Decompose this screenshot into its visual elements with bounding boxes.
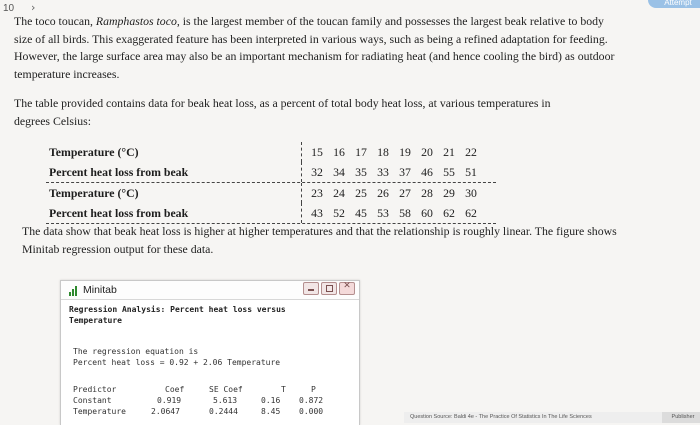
cell: 28 (421, 186, 433, 200)
cell: 55 (443, 165, 455, 179)
column-divider (301, 162, 302, 182)
column-divider (301, 183, 302, 203)
cell: 32 (311, 165, 323, 179)
table-intro (14, 95, 674, 130)
conclusion-text (22, 223, 682, 258)
cell: 34 (333, 165, 345, 179)
intro-line: However, the large surface area may also be an important mechanism for radiating heat (and hence cooling the bird) as outdoor (14, 49, 615, 63)
cell: 45 (355, 206, 367, 220)
cell: 35 (355, 165, 367, 179)
column-header: Predictor (73, 385, 117, 394)
species-name: Ramphastos toco (95, 14, 177, 28)
conclusion-line: The data show that beak heat loss is higher at higher temperatures and that the relationship is roughly linear. The figure shows (22, 224, 617, 238)
intro-line: size of all birds. This exaggerated feature has been interpreted in various ways, such as being a refined adaptation for feeding. (14, 31, 608, 46)
cell: 51 (465, 165, 477, 179)
row-label: Percent heat loss from beak (49, 206, 189, 220)
cell: 29 (443, 186, 455, 200)
cell: 58 (399, 206, 411, 220)
table-cell: 0.872 (299, 396, 324, 405)
regression-heading: Temperature (69, 316, 122, 325)
cell: 17 (355, 145, 367, 159)
regression-equation: Percent heat loss = 0.92 + 2.06 Temperature (73, 358, 281, 367)
table-row (46, 162, 496, 182)
column-header: Coef (165, 385, 185, 394)
table-cell: Constant (73, 396, 112, 405)
minitab-output (61, 299, 359, 425)
intro-line: The toco toucan, Ramphastos toco, is the largest member of the toucan family and possesses the largest beak relative to body (14, 14, 604, 28)
column-header: SE Coef (209, 385, 243, 394)
table-cell: 5.613 (213, 396, 238, 405)
cell: 46 (421, 165, 433, 179)
table-cell: 8.45 (261, 407, 281, 416)
column-header: P (311, 385, 316, 394)
cell: 62 (465, 206, 477, 220)
table-cell: Temperature (73, 407, 126, 416)
row-values (306, 165, 482, 180)
row-label: Temperature (°C) (49, 145, 139, 159)
close-icon[interactable] (339, 282, 355, 295)
attempt-button[interactable]: Attempt (648, 0, 700, 8)
cell: 24 (333, 186, 345, 200)
minitab-title: Minitab (83, 284, 117, 296)
cell: 33 (377, 165, 389, 179)
cell: 53 (377, 206, 389, 220)
regression-heading: Regression Analysis: Percent heat loss versus (69, 305, 286, 314)
maximize-icon[interactable] (321, 282, 337, 295)
table-cell: 0.000 (299, 407, 324, 416)
minitab-window (60, 280, 360, 425)
table-row (46, 203, 496, 223)
row-values (306, 206, 482, 221)
question-intro (14, 13, 674, 83)
cell: 26 (377, 186, 389, 200)
table-intro-line: degrees Celsius: (14, 113, 91, 128)
cell: 30 (465, 186, 477, 200)
table-intro-line: The table provided contains data for beak heat loss, as a percent of total body heat loss, at various temperatures in (14, 96, 551, 110)
intro-line: temperature increases. (14, 66, 120, 81)
question-source: Question Source: Baldi 4e - The Practice Of Statistics In The Life Sciences (410, 414, 592, 420)
window-controls (301, 282, 355, 295)
cell: 16 (333, 145, 345, 159)
question-number: 10 (3, 3, 15, 14)
cell: 23 (311, 186, 323, 200)
cell: 27 (399, 186, 411, 200)
publisher-tab[interactable]: Publisher (662, 412, 700, 423)
cell: 18 (377, 145, 389, 159)
cell: 19 (399, 145, 411, 159)
cell: 60 (421, 206, 433, 220)
column-divider (301, 142, 302, 162)
cell: 21 (443, 145, 455, 159)
row-label: Temperature (°C) (49, 186, 139, 200)
cell: 15 (311, 145, 323, 159)
cell: 22 (465, 145, 477, 159)
table-cell: 0.16 (261, 396, 281, 405)
question-source-bar (404, 412, 700, 423)
cell: 20 (421, 145, 433, 159)
column-divider (301, 203, 302, 223)
cell: 43 (311, 206, 323, 220)
conclusion-line: Minitab regression output for these data. (22, 241, 214, 256)
table-row (46, 142, 496, 162)
next-question-icon[interactable]: › (31, 1, 36, 14)
minitab-titlebar (61, 281, 359, 299)
cell: 37 (399, 165, 411, 179)
row-values (306, 186, 482, 201)
minitab-logo-icon (69, 286, 79, 296)
cell: 52 (333, 206, 345, 220)
table-cell: 0.2444 (209, 407, 238, 416)
table-row (46, 183, 496, 203)
column-header: T (281, 385, 286, 394)
regression-equation-label: The regression equation is (73, 347, 199, 356)
row-label: Percent heat loss from beak (49, 165, 189, 179)
table-cell: 0.919 (157, 396, 182, 405)
minimize-icon[interactable] (303, 282, 319, 295)
table-cell: 2.0647 (151, 407, 180, 416)
cell: 62 (443, 206, 455, 220)
row-values (306, 145, 482, 160)
cell: 25 (355, 186, 367, 200)
